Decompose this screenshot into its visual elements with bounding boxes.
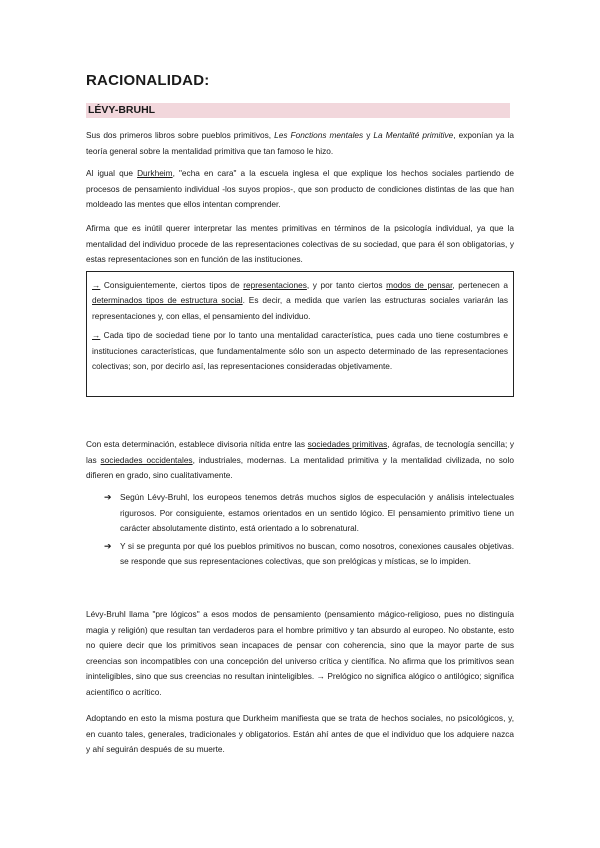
arrow-bullet-icon: ➔ bbox=[104, 540, 112, 551]
paragraph-6: Adoptando en esto la misma postura que Durkheim manifiesta que se trata de hechos sociales, no psicológicos, y, en cuanto tales, generales, tradicionales y obligatorios. Están ahí antes de que el individuo que los adquiere nazca y ahí seguirán después de su muerte. bbox=[86, 713, 514, 755]
p4-text-b: , ágrafas, de tecnología sencilla; y las bbox=[86, 439, 514, 465]
underlined-sociedades-primitivas: sociedades primitivas bbox=[307, 439, 388, 449]
p1-text-b: , exponían ya la teoría general sobre la mentalidad primitiva que tan famoso le hizo. bbox=[86, 130, 515, 156]
durkheim-underlined: Durkheim bbox=[137, 168, 173, 178]
p4-text-c: , industriales, modernas. La mentalidad primitiva y la mentalidad civilizada, no solo difieren en grado, sino cualitativamente. bbox=[86, 454, 514, 481]
bullet-text: Y si se pregunta por qué los pueblos primitivos no buscan, como nosotros, conexiones causales objetivas. se responde que sus representaciones colectivas, que son prelógicas y místicas, se lo impiden. bbox=[120, 540, 514, 567]
list-item bbox=[86, 490, 514, 537]
underlined-representaciones: representaciones bbox=[243, 280, 307, 290]
book-title-2: La Mentalité primitive bbox=[373, 130, 454, 140]
box-point-1-c: , pertenecen a bbox=[452, 280, 508, 290]
box-point-1-a: Consiguientemente, ciertos tipos de bbox=[103, 280, 240, 290]
p4-text-a: Con esta determinación, establece divisoria nítida entre las bbox=[86, 439, 306, 449]
box-point-1-b: , y por tanto ciertos bbox=[306, 280, 383, 290]
boxed-note bbox=[86, 271, 514, 397]
box-point-2 bbox=[92, 328, 508, 374]
p2-text-b: , "echa en cara" a la escuela inglesa el que explique los hechos sociales partiendo de procesos de pensamiento individual -los suyos propios-, que son producto de condiciones distintas de las que han moldeado las mentes que ellos intentan comprender. bbox=[86, 168, 514, 210]
paragraph-4 bbox=[86, 437, 514, 484]
paragraph-2 bbox=[86, 166, 514, 213]
paragraph-3: Afirma que es inútil querer interpretar las mentes primitivas en términos de la psicología individual, ya que la mentalidad del individuo procede de las representaciones colectivas de su sociedad, que para él son obligatorias, y estas representaciones son en función de las instituciones. bbox=[86, 223, 514, 265]
paragraph-1 bbox=[86, 128, 514, 159]
p1-and: y bbox=[366, 130, 371, 140]
underlined-modos-de-pensar: modos de pensar bbox=[386, 280, 453, 290]
box-point-1-d: . Es decir, a medida que varíen las estructuras sociales variarán las representaciones y, con ellas, el pensamiento del individuo. bbox=[92, 295, 508, 321]
page-title: RACIONALIDAD: bbox=[86, 72, 210, 89]
box-point-2-text: Cada tipo de sociedad tiene por lo tanto una mentalidad característica, pues cada uno tiene costumbres e instituciones características, que fundamentalmente sólo son un aspecto determinado de las representaciones colectivas; son, por decirlo así, las representaciones consideradas objetivamente. bbox=[92, 330, 508, 372]
p1-text-a: Sus dos primeros libros sobre pueblos primitivos, bbox=[86, 130, 272, 140]
arrow-icon: → bbox=[92, 330, 101, 341]
arrow-bullet-icon: ➔ bbox=[104, 492, 112, 502]
bullet-list bbox=[86, 490, 514, 572]
section-heading: LÉVY-BRUHL bbox=[86, 103, 510, 118]
paragraph-5: Lévy-Bruhl llama "pre lógicos" a esos modos de pensamiento (pensamiento mágico-religioso, pues no distinguía magia y religión) que resultan tan verdaderos para el hombre primitivo y tan absurdo al europeo. No obstante, esto no quiere decir que los primitivos sean incapaces de pensar con coherencia, sino que la mayor parte de sus creencias son incompatibles con una concepción del universo crítica y científica. No afirma que los primitivos sean ininteligibles, sino que sus creencias no resultan ininteligibles. → Prelógico no significa alógico o antilógico; significa acientífico o acrítico. bbox=[86, 609, 514, 697]
bullet-text: Según Lévy-Bruhl, los europeos tenemos detrás muchos siglos de especulación y análisis intelectuales rigurosos. Por consiguiente, estamos orientados en un sentido lógico. El pensamiento primitivo tiene un carácter absolutamente distinto, está orientado a lo sobrenatural. bbox=[120, 492, 514, 534]
box-point-1 bbox=[92, 278, 508, 324]
p2-text-a: Al igual que bbox=[86, 168, 133, 178]
book-title-1: Les Fonctions mentales bbox=[274, 130, 364, 140]
list-item bbox=[86, 539, 514, 570]
arrow-icon: → bbox=[92, 280, 101, 290]
underlined-sociedades-occidentales: sociedades occidentales bbox=[100, 454, 193, 465]
underlined-estructura-social: determinados tipos de estructura social bbox=[92, 295, 243, 306]
